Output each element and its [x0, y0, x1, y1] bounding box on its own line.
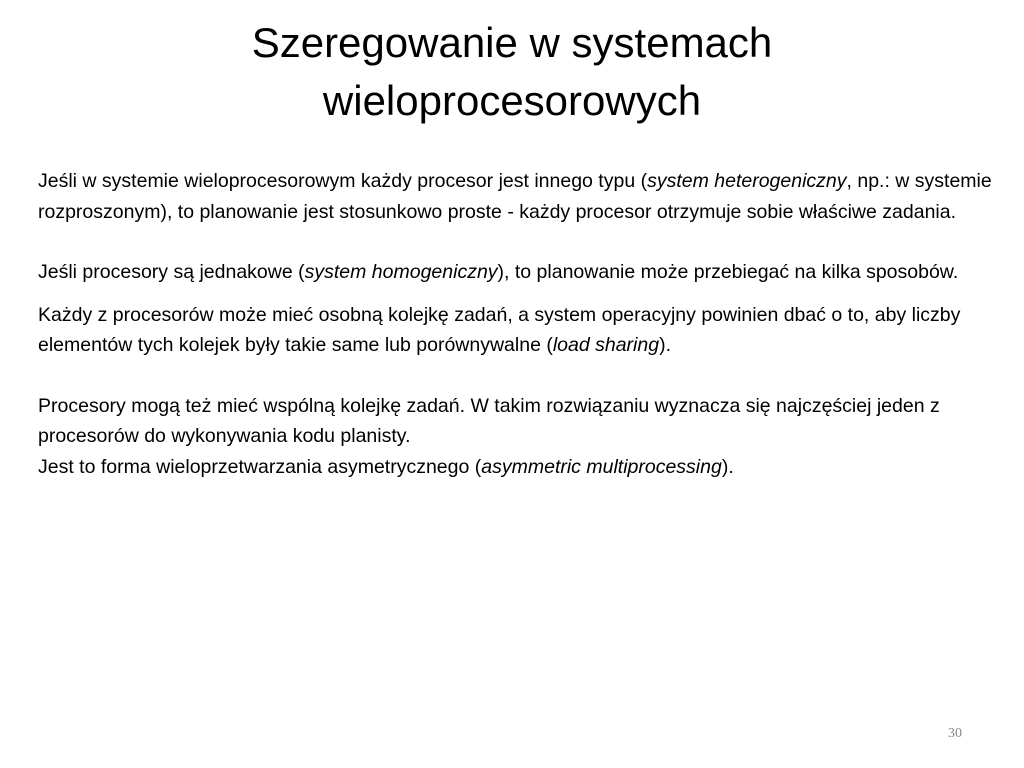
term-asymmetric-multiprocessing: asymmetric multiprocessing	[481, 455, 722, 478]
paragraph-text: Procesory mogą też mieć wspólną kolejkę zadań. W takim rozwiązaniu wyznacza się najczęściej jeden z procesorów do wykonywania kodu planisty.	[38, 394, 940, 447]
paragraph-gap	[38, 288, 998, 300]
paragraph-load-sharing	[38, 300, 998, 361]
paragraph-gap	[38, 361, 998, 391]
term-homogeneous-system: system homogeniczny	[304, 261, 498, 283]
paragraph-shared-queue	[38, 391, 998, 452]
slide-title-line-1: Szeregowanie w systemach	[251, 19, 773, 66]
paragraph-homogeneous	[38, 257, 998, 288]
page-number: 30	[948, 726, 962, 741]
paragraph-text: Jeśli w systemie wieloprocesorowym każdy procesor jest innego typu (	[38, 170, 648, 192]
paragraph-text: Jeśli procesory są jednakowe (	[38, 261, 305, 283]
term-heterogeneous-system: system heterogeniczny	[647, 170, 847, 192]
paragraph-text: ).	[721, 455, 734, 478]
slide-title-line-2: wieloprocesorowych	[322, 77, 702, 124]
paragraph-text: Jest to forma wieloprzetwarzania asymetrycznego (	[38, 455, 482, 478]
paragraph-text: Każdy z procesorów może mieć osobną kolejkę zadań, a system operacyjny powinien dbać o to, aby liczby elementów tych kolejek były takie same lub porównywalne (	[38, 303, 961, 356]
slide-title	[0, 14, 1024, 130]
slide-body	[38, 166, 998, 482]
term-load-sharing: load sharing	[552, 334, 660, 356]
paragraph-gap	[38, 227, 998, 257]
paragraph-asymmetric	[38, 452, 998, 483]
paragraph-text: ).	[659, 334, 671, 356]
paragraph-text: , np.: w systemie rozproszonym), to planowanie jest stosunkowo proste - każdy procesor otrzymuje sobie właściwe zadania.	[38, 170, 992, 223]
paragraph-heterogeneous	[38, 166, 998, 227]
paragraph-text: ), to planowanie może przebiegać na kilka sposobów.	[497, 261, 959, 283]
